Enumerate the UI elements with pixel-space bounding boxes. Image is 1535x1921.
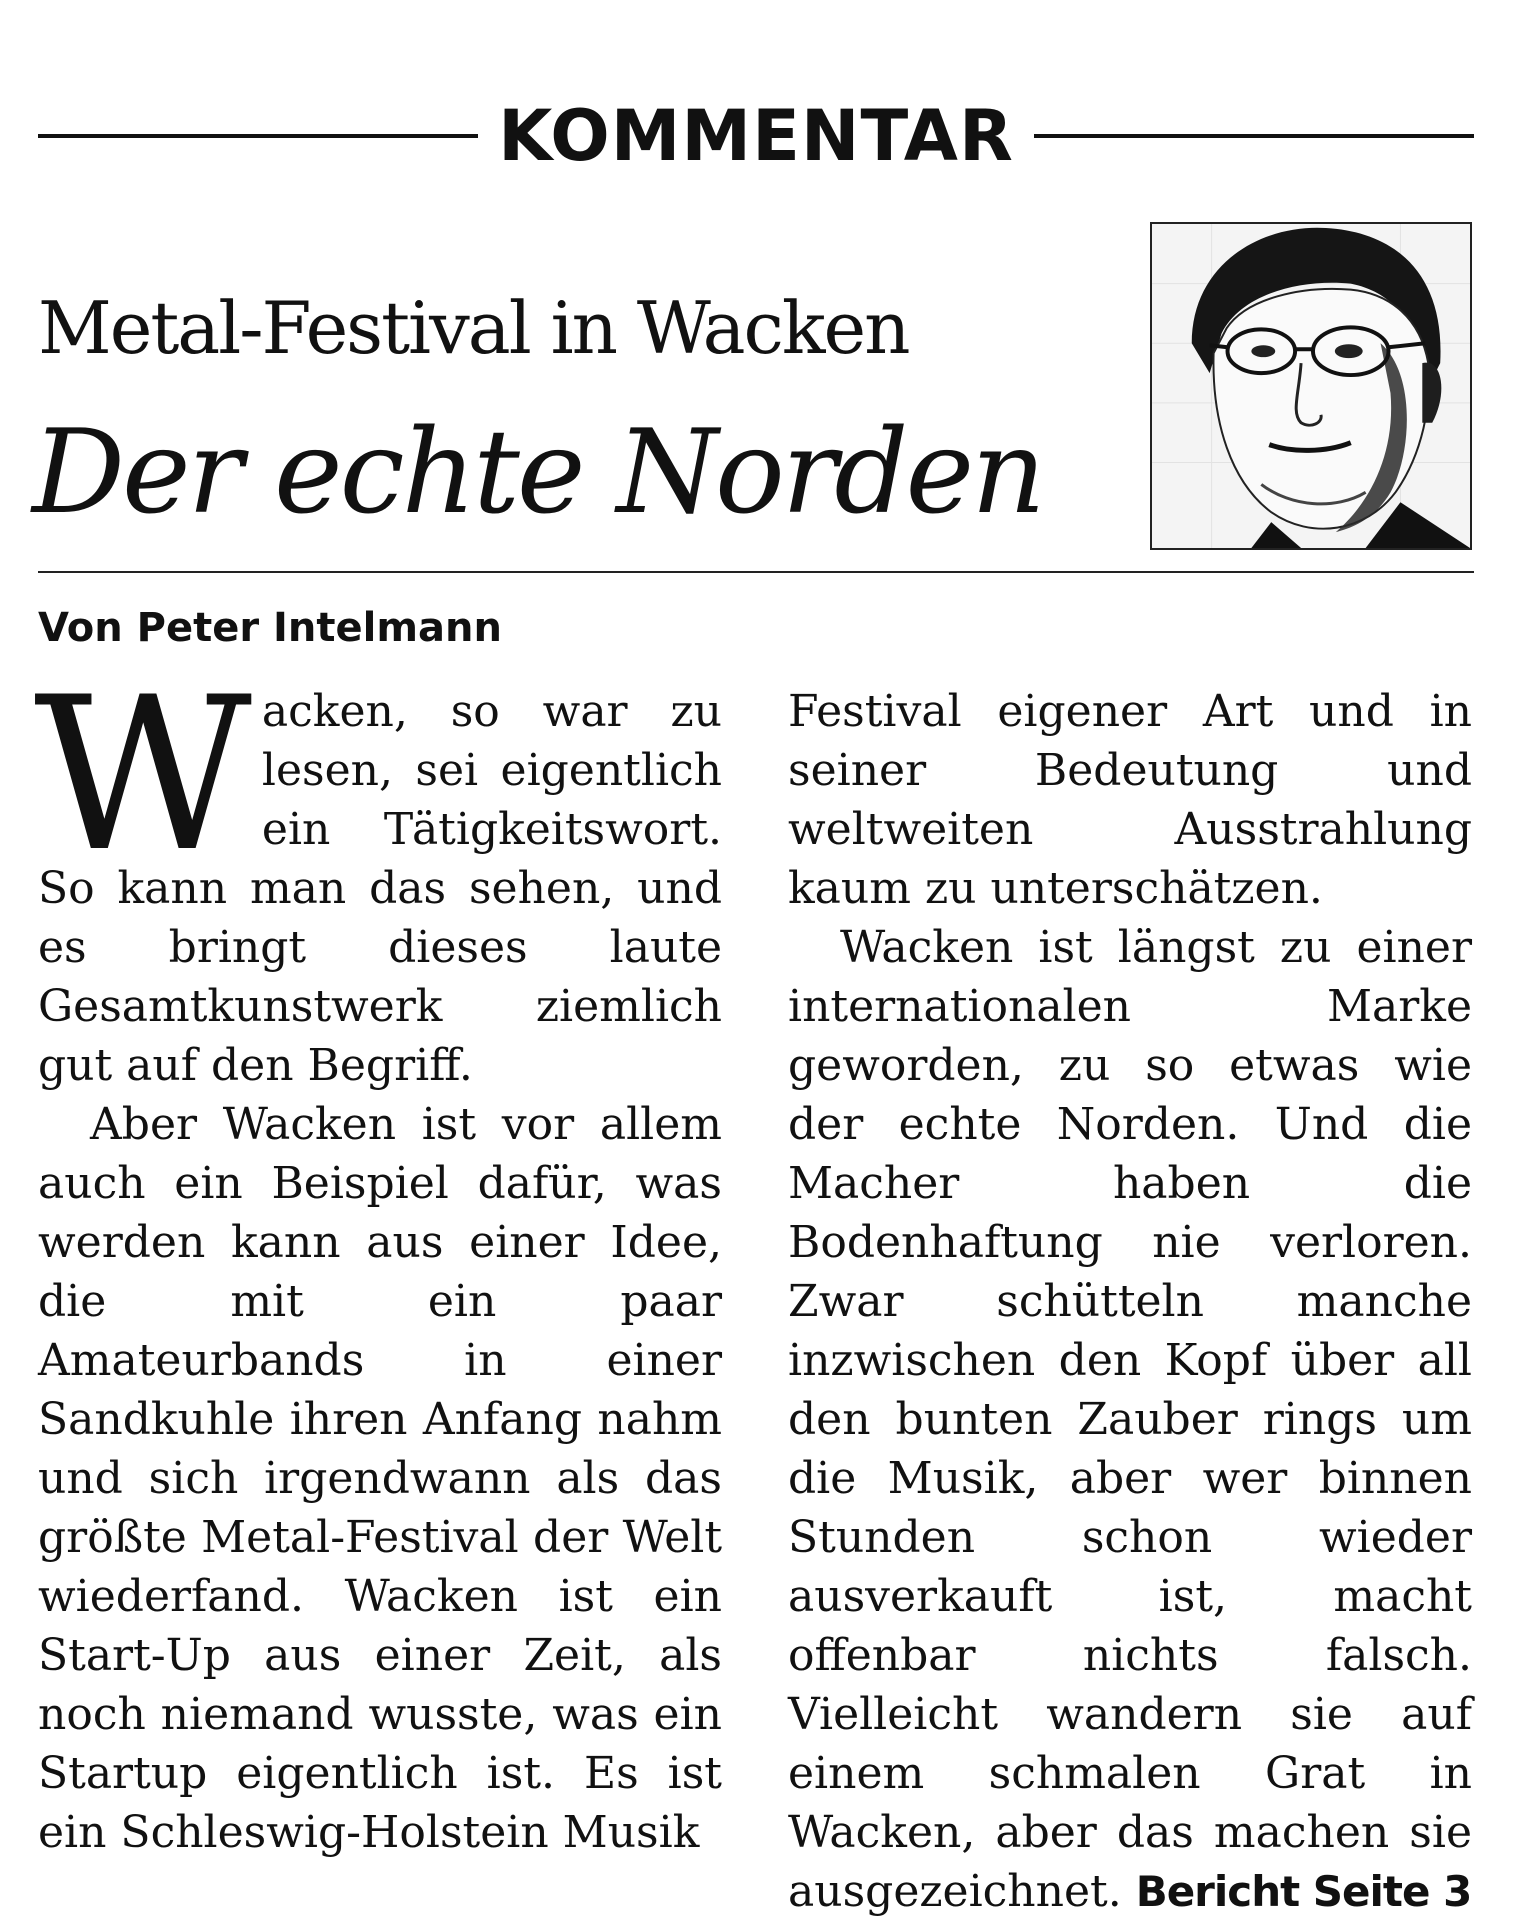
kicker-rule-right [1034, 134, 1474, 138]
paragraph-1-text: acken, so war zu lesen, sei eigentlich ein Tätigkeitswort. So kann man das sehen, und es bringt dieses laute Gesamtkunstwerk ziemlich gut auf den Begriff. [38, 686, 722, 1091]
author-portrait-icon [1152, 224, 1470, 548]
paragraph-2-part-1 [38, 1095, 722, 1862]
paragraph-3 [788, 918, 1472, 1921]
article-headline: Der echte Norden [32, 405, 1043, 540]
paragraph-2-text: Aber Wacken ist vor allem auch ein Beispiel dafür, was werden kann aus einer Idee, die mit ein paar Amateurbands in einer Sandkuhle ihren Anfang nahm und sich irgendwann als das größte Metal-Festival der Welt wiederfand. Wacken ist ein Start-Up aus einer Zeit, als noch niemand wusste, was ein Startup eigentlich ist. Es ist ein Schleswig-Holstein Musik [38, 1099, 722, 1858]
paragraph-1 [34, 651, 722, 1095]
article-column-right [788, 682, 1472, 1921]
author-byline: Von Peter Intelmann [38, 605, 502, 651]
author-photo [1150, 222, 1472, 550]
section-kicker [38, 96, 1474, 176]
article-overline: Metal-Festival in Wacken [38, 286, 909, 370]
article-column-left [34, 651, 722, 1862]
headline-divider [38, 571, 1474, 573]
kicker-label: KOMMENTAR [498, 95, 1014, 177]
paragraph-2-continued: Festival eigener Art und in seiner Bedeutung und weltweiten Ausstrahlung kaum zu unterschätzen. [788, 686, 1472, 914]
kicker-rule-left [38, 134, 478, 138]
drop-cap: W [34, 651, 248, 898]
report-page-reference: Bericht Seite 3 [1135, 1867, 1472, 1916]
paragraph-3-text: Wacken ist längst zu einer internationalen Marke geworden, zu so etwas wie der echte Norden. Und die Macher haben die Bodenhaftung nie verloren. Zwar schütteln manche inzwischen den Kopf über all den bunten Zauber rings um die Musik, aber wer binnen Stunden schon wieder ausverkauft ist, macht offenbar nichts falsch. Vielleicht wandern sie auf einem schmalen Grat in Wacken, aber das machen sie ausgezeichnet. [788, 922, 1472, 1917]
paragraph-2-part-2 [788, 682, 1472, 918]
